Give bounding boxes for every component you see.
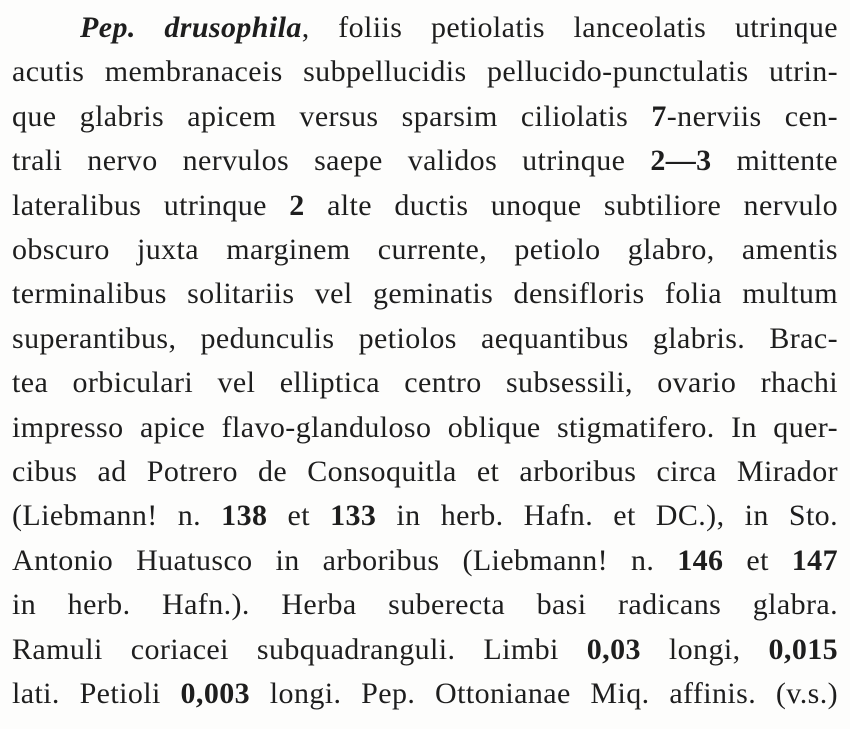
text-run: et <box>267 499 331 533</box>
bold-number: 0,003 <box>180 677 251 710</box>
text-run: lateralibus utrinque <box>12 188 290 222</box>
text-line <box>12 539 838 583</box>
text-line <box>12 139 838 183</box>
bold-number: 0,03 <box>586 632 641 666</box>
text-run: mittente <box>711 144 839 178</box>
text-run: cibus ad Potrero de Consoquitla et arboribus circa Mirador <box>12 455 838 488</box>
text-run: que glabris apicem versus sparsim ciliolatis <box>12 99 652 133</box>
text-run: impresso apice flavo-glanduloso oblique stigmatifero. In quer- <box>12 410 838 444</box>
text-line <box>12 361 838 405</box>
bold-number: 7 <box>651 99 667 133</box>
text-run: Ramuli coriacei subquadranguli. Limbi <box>12 632 587 666</box>
bold-number: 2 <box>289 188 305 222</box>
text-run: tea orbiculari vel elliptica centro subsessili, ovario rhachi <box>12 366 838 400</box>
text-run: (Liebmann! n. <box>12 499 222 533</box>
text-line <box>12 406 838 450</box>
text-run: obscuro juxta marginem currente, petiolo glabro, amentis <box>12 233 838 266</box>
text-line <box>12 184 838 228</box>
text-run: , foliis petiolatis lanceolatis utrinque <box>301 11 839 44</box>
text-line <box>12 272 838 316</box>
text-run: acutis membranaceis subpellucidis pellucido-punctulatis utrin- <box>12 55 838 89</box>
text-line <box>12 95 838 139</box>
text-line <box>12 672 838 716</box>
text-line <box>12 228 838 272</box>
bold-number: 2—3 <box>650 144 712 178</box>
text-line <box>12 317 838 361</box>
text-line <box>12 583 838 627</box>
text-line <box>12 494 838 538</box>
text-run: -nerviis cen- <box>666 99 838 133</box>
text-line <box>12 628 838 672</box>
text-line <box>80 6 838 50</box>
text-run: trali nervo nervulos saepe validos utrinque <box>12 144 651 178</box>
bold-number: 146 <box>677 543 724 577</box>
text-run: longi, <box>640 632 769 666</box>
text-run: longi. Pep. Ottonianae Miq. affinis. (v.s.) <box>250 677 839 710</box>
text-run: superantibus, pedunculis petiolos aequantibus glabris. Brac- <box>12 321 838 355</box>
text-run: in herb. Hafn.). Herba suberecta basi radicans glabra. <box>12 588 838 622</box>
text-line <box>12 450 838 494</box>
bold-number: 133 <box>330 499 377 533</box>
bold-number: 147 <box>791 543 838 577</box>
text-run: in herb. Hafn. et DC.), in Sto. <box>376 499 838 533</box>
text-run: et <box>723 543 792 577</box>
text-run: Antonio Huatusco in arboribus (Liebmann! n. <box>12 543 678 577</box>
bold-number: 0,015 <box>768 632 839 666</box>
text-run: terminalibus solitariis vel geminatis densifloris folia multum <box>12 277 838 311</box>
text-line <box>12 50 838 94</box>
text-run: alte ductis unoque subtiliore nervulo <box>304 188 839 222</box>
bold-number: 138 <box>221 499 268 533</box>
species-name: Pep. drusophila <box>80 11 302 44</box>
text-run: lati. Petioli <box>12 677 181 710</box>
